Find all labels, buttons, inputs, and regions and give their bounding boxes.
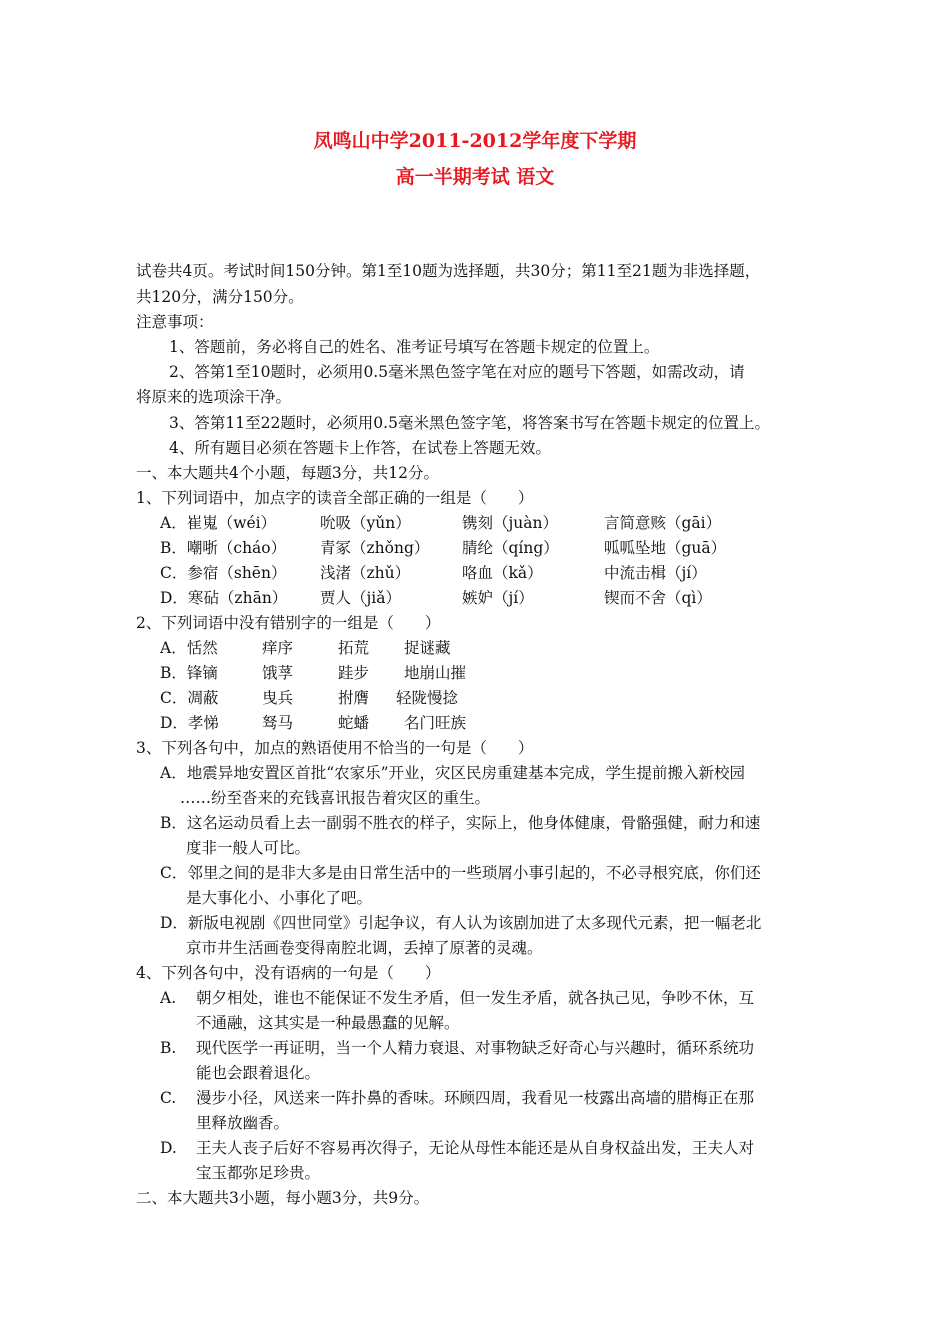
notice-2b: 将原来的选项涂干净。 (136, 388, 292, 406)
q1-d2: 贾人（jiǎ） (320, 589, 402, 607)
notice-1: 1、答题前，务必将自己的姓名、准考证号填写在答题卡规定的位置上。 (169, 338, 660, 356)
q2-b4: 地崩山摧 (404, 664, 467, 682)
q1-d4: 锲而不舍（qì） (604, 589, 712, 607)
intro-line-1: 试卷共4页。考试时间150分钟。第1至10题为选择题，共30分；第11至21题为非选择题， (136, 262, 761, 280)
q4-d-line2: 宝玉都弥足珍贵。 (196, 1164, 321, 1182)
q1-a3: 镌刻（juàn） (462, 514, 559, 532)
q1-b1: B．嘲哳（cháo） (160, 539, 287, 557)
q4-c-label: C. (160, 1089, 177, 1107)
notice-4: 4、所有题目必须在答题卡上作答，在试卷上答题无效。 (169, 439, 551, 457)
q2-d3: 蛇蟠 (338, 714, 370, 732)
q2-c4: 轻陇慢捻 (396, 689, 459, 707)
q4-stem: 4、下列各句中，没有语病的一句是（ ） (136, 964, 441, 982)
q2-a2: 痒序 (262, 639, 294, 657)
q1-a1: A．崔嵬（wéi） (160, 514, 277, 532)
q2-a3: 拓荒 (338, 639, 370, 657)
q2-d2: 驽马 (262, 714, 294, 732)
q1-b2: 青冢（zhǒng） (320, 539, 430, 557)
notice-label: 注意事项： (136, 313, 214, 331)
q4-b-line1: 现代医学一再证明，当一个人精力衰退、对事物缺乏好奇心与兴趣时，循环系统功 (196, 1039, 755, 1057)
q2-b2: 饿莩 (262, 664, 294, 682)
q4-c-line1: 漫步小径，风送来一阵扑鼻的香味。环顾四周，我看见一枝露出高墙的腊梅正在那 (196, 1089, 755, 1107)
q1-a4: 言简意赅（gāi） (604, 514, 722, 532)
q2-d4: 名门旺族 (404, 714, 467, 732)
q1-d1: D．寒砧（zhān） (160, 589, 288, 607)
q2-c3: 拊膺 (338, 689, 370, 707)
q3-b-line2: 度非一般人可比。 (186, 839, 311, 857)
q2-b1: B．锋镝 (160, 664, 218, 682)
q3-d-line2: 京市井生活画卷变得南腔北调，丢掉了原著的灵魂。 (186, 939, 543, 957)
q2-a4: 捉谜藏 (404, 639, 451, 657)
notice-3: 3、答第11至22题时，必须用0.5毫米黑色签字笔，将答案书写在答题卡规定的位置上。 (169, 414, 770, 432)
q1-c3: 咯血（kǎ） (462, 564, 543, 582)
q3-a-line2: ……纷至沓来的充钱喜讯报告着灾区的重生。 (180, 789, 491, 807)
q2-a1: A．恬然 (160, 639, 218, 657)
q1-b4: 呱呱坠地（guā） (604, 539, 727, 557)
q1-a2: 吮吸（yǔn） (320, 514, 411, 532)
q3-c-line2: 是大事化小、小事化了吧。 (186, 889, 373, 907)
q3-stem: 3、下列各句中，加点的熟语使用不恰当的一句是（ ） (136, 739, 534, 757)
q1-c2: 浅渚（zhǔ） (320, 564, 411, 582)
q3-a-line1: A．地震异地安置区首批“农家乐”开业，灾区民房重建基本完成，学生提前搬入新校园 (160, 764, 746, 782)
q4-a-label: A. (160, 989, 177, 1007)
intro-line-2: 共120分，满分150分。 (136, 288, 304, 306)
q1-d3: 嫉妒（jí） (462, 589, 534, 607)
q3-b-line1: B．这名运动员看上去一副弱不胜衣的样子，实际上，他身体健康，骨骼强健，耐力和速 (160, 814, 761, 832)
q3-c-line1: C．邻里之间的是非大多是由日常生活中的一些琐屑小事引起的，不必寻根究底，你们还 (160, 864, 761, 882)
notice-2a: 2、答第1至10题时，必须用0.5毫米黑色签字笔在对应的题号下答题，如需改动，请 (169, 363, 745, 381)
exam-title-subject: 高一半期考试 语文 (395, 166, 555, 188)
q4-a-line1: 朝夕相处，谁也不能保证不发生矛盾，但一发生矛盾，就各执己见，争吵不休，互 (196, 989, 755, 1007)
q1-c4: 中流击楫（jí） (604, 564, 707, 582)
section1-heading: 一、本大题共4个小题，每题3分，共12分。 (136, 464, 439, 482)
q3-d-line1: D．新版电视剧《四世同堂》引起争议，有人认为该剧加进了太多现代元素，把一幅老北 (160, 914, 762, 932)
q4-c-line2: 里释放幽香。 (196, 1114, 290, 1132)
q1-b3: 腈纶（qíng） (462, 539, 559, 557)
exam-title-school: 凤鸣山中学2011-2012学年度下学期 (313, 130, 637, 152)
q1-c1: C．参宿（shēn） (160, 564, 287, 582)
q1-stem: 1、下列词语中，加点字的读音全部正确的一组是（ ） (136, 489, 534, 507)
q2-b3: 跬步 (338, 664, 370, 682)
q2-c1: C．凋蔽 (160, 689, 219, 707)
q4-b-label: B. (160, 1039, 177, 1057)
q2-d1: D．孝悌 (160, 714, 219, 732)
q2-stem: 2、下列词语中没有错别字的一组是（ ） (136, 614, 441, 632)
q2-c2: 曳兵 (262, 689, 294, 707)
q4-b-line2: 能也会跟着退化。 (196, 1064, 321, 1082)
q4-d-line1: 王夫人丧子后好不容易再次得子，无论从母性本能还是从自身权益出发，王夫人对 (196, 1139, 755, 1157)
q4-a-line2: 不通融，这其实是一种最愚蠢的见解。 (196, 1014, 460, 1032)
section2-heading: 二、本大题共3小题，每小题3分，共9分。 (136, 1189, 430, 1207)
q4-d-label: D. (160, 1139, 177, 1157)
